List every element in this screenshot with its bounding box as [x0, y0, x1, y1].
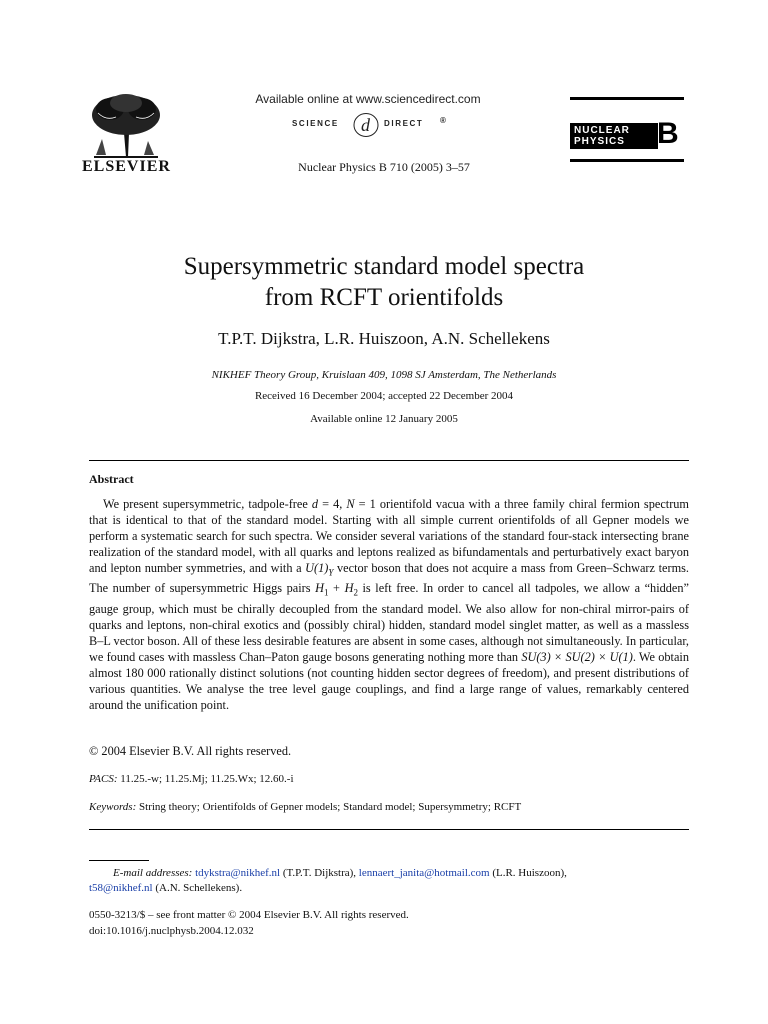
keywords-line [89, 801, 521, 813]
paper-affiliation: NIKHEF Theory Group, Kruislaan 409, 1098 SJ Amsterdam, The Netherlands [211, 369, 557, 381]
abstract-text-3: = 1 orientifold vacua with a three family chiral fermion spectrum that is identical to that of the standard model. Starting with all simple current orientifolds of all Gepner models we perform a systematic search for such spectra. We consider several variations of the standard four-stack intersecting brane realization of the standard model, with all quarks and leptons realized as bifundamentals and perturbatively exact baryon and lepton number symmetries, and with a [89, 497, 689, 575]
elsevier-tree-logo-icon [86, 93, 166, 159]
journal-logo-line1: NUCLEAR [574, 125, 630, 136]
journal-logo-line2: PHYSICS [574, 136, 625, 147]
available-online-date: Available online 12 January 2005 [310, 413, 458, 425]
front-matter-line: 0550-3213/$ – see front matter © 2004 Elsevier B.V. All rights reserved. [89, 909, 409, 921]
sciencedirect-right-word: DIRECT [384, 119, 424, 128]
sciencedirect-logo [290, 112, 450, 138]
received-dates: Received 16 December 2004; accepted 22 December 2004 [254, 390, 514, 402]
journal-logo-bottom-rule [570, 159, 684, 162]
email-owner-dijkstra: (T.P.T. Dijkstra), [280, 867, 359, 879]
math-y-subscript: Y [328, 567, 334, 578]
math-h2: H [344, 581, 354, 596]
abstract-text-7: . We obtain almost 180 000 rationally distinct solutions (not counting hidden sector degrees of freedom), and present distributions of various quantities. We analyse the tree level gauge couplings, and find a large range of values, remarkably centered around the unification point. [89, 649, 689, 712]
abstract-heading: Abstract [89, 472, 134, 486]
pacs-line [89, 773, 294, 785]
math-u1: U(1) [305, 561, 329, 575]
pacs-value: 11.25.-w; 11.25.Mj; 11.25.Wx; 12.60.-i [117, 773, 294, 785]
email-footnote [89, 866, 689, 896]
sciencedirect-online-text: Available online at www.sciencedirect.com [255, 92, 481, 106]
email-link-dijkstra[interactable]: tdykstra@nikhef.nl [195, 867, 281, 879]
abstract-text-2: = 4, [318, 497, 347, 511]
abstract-text-1: We present supersymmetric, tadpole-free [103, 497, 312, 511]
math-h1: H [315, 581, 324, 596]
email-label: E-mail addresses: [113, 867, 193, 879]
abstract-copyright: © 2004 Elsevier B.V. All rights reserved. [89, 744, 292, 758]
math-n: N [346, 497, 355, 511]
journal-logo-top-rule [570, 97, 684, 100]
abstract-text-4: vector boson that does not acquire a mass from Green–Schwarz terms. The number of supersymmetric Higgs pairs [89, 561, 689, 596]
paper-title [100, 251, 668, 313]
abstract-text-6: is left free. In order to cancel all tadpoles, we allow a “hidden” gauge group, which must be chirally decoupled from the standard model. We also allow for non-chiral mirror-pairs of quarks and leptons, non-chiral exotics and (possibly chiral) hidden, standard model singlet matter, as well as a massless B–L vector boson. All of these less desirable features are absent in some cases, although not simultaneously. In particular, we found cases with massless Chan–Paton gauge bosons generating nothing more than [89, 581, 689, 664]
abstract-top-rule [89, 460, 689, 461]
registered-mark: ® [440, 116, 446, 125]
email-link-schellekens[interactable]: t58@nikhef.nl [89, 882, 153, 894]
email-owner-schellekens: (A.N. Schellekens). [152, 882, 243, 894]
publisher-name: ELSEVIER [82, 158, 171, 175]
abstract-text-5: + [328, 581, 345, 596]
keywords-value: String theory; Orientifolds of Gepner models; Standard model; Supersymmetry; RCFT [136, 801, 522, 813]
pacs-label: PACS: [89, 773, 118, 785]
footnote-rule [89, 860, 149, 861]
paper-title-line2: from RCFT orientifolds [264, 284, 504, 311]
abstract-paragraph [89, 496, 689, 713]
abstract-bottom-rule [89, 829, 689, 830]
sciencedirect-d-mark-icon [352, 112, 380, 138]
keywords-label: Keywords: [89, 801, 137, 813]
paper-authors: T.P.T. Dijkstra, L.R. Huiszoon, A.N. Schellekens [218, 329, 550, 348]
math-h2-subscript: 2 [353, 587, 358, 598]
journal-logo-letter: B [657, 117, 679, 150]
journal-reference: Nuclear Physics B 710 (2005) 3–57 [298, 160, 470, 174]
paper-title-line1: Supersymmetric standard model spectra [183, 253, 585, 280]
math-h1-subscript: 1 [324, 587, 329, 598]
email-link-huiszoon[interactable]: lennaert_janita@hotmail.com [358, 867, 490, 879]
svg-text:d: d [361, 115, 370, 135]
math-d: d [311, 497, 319, 511]
doi-line: doi:10.1016/j.nuclphysb.2004.12.032 [89, 925, 254, 937]
math-gauge-group: SU(3) × SU(2) × U(1) [521, 649, 633, 664]
journal-logo-box [570, 123, 658, 149]
sciencedirect-left-word: SCIENCE [292, 119, 339, 128]
abstract-body [89, 496, 689, 713]
email-owner-huiszoon: (L.R. Huiszoon), [489, 867, 567, 879]
